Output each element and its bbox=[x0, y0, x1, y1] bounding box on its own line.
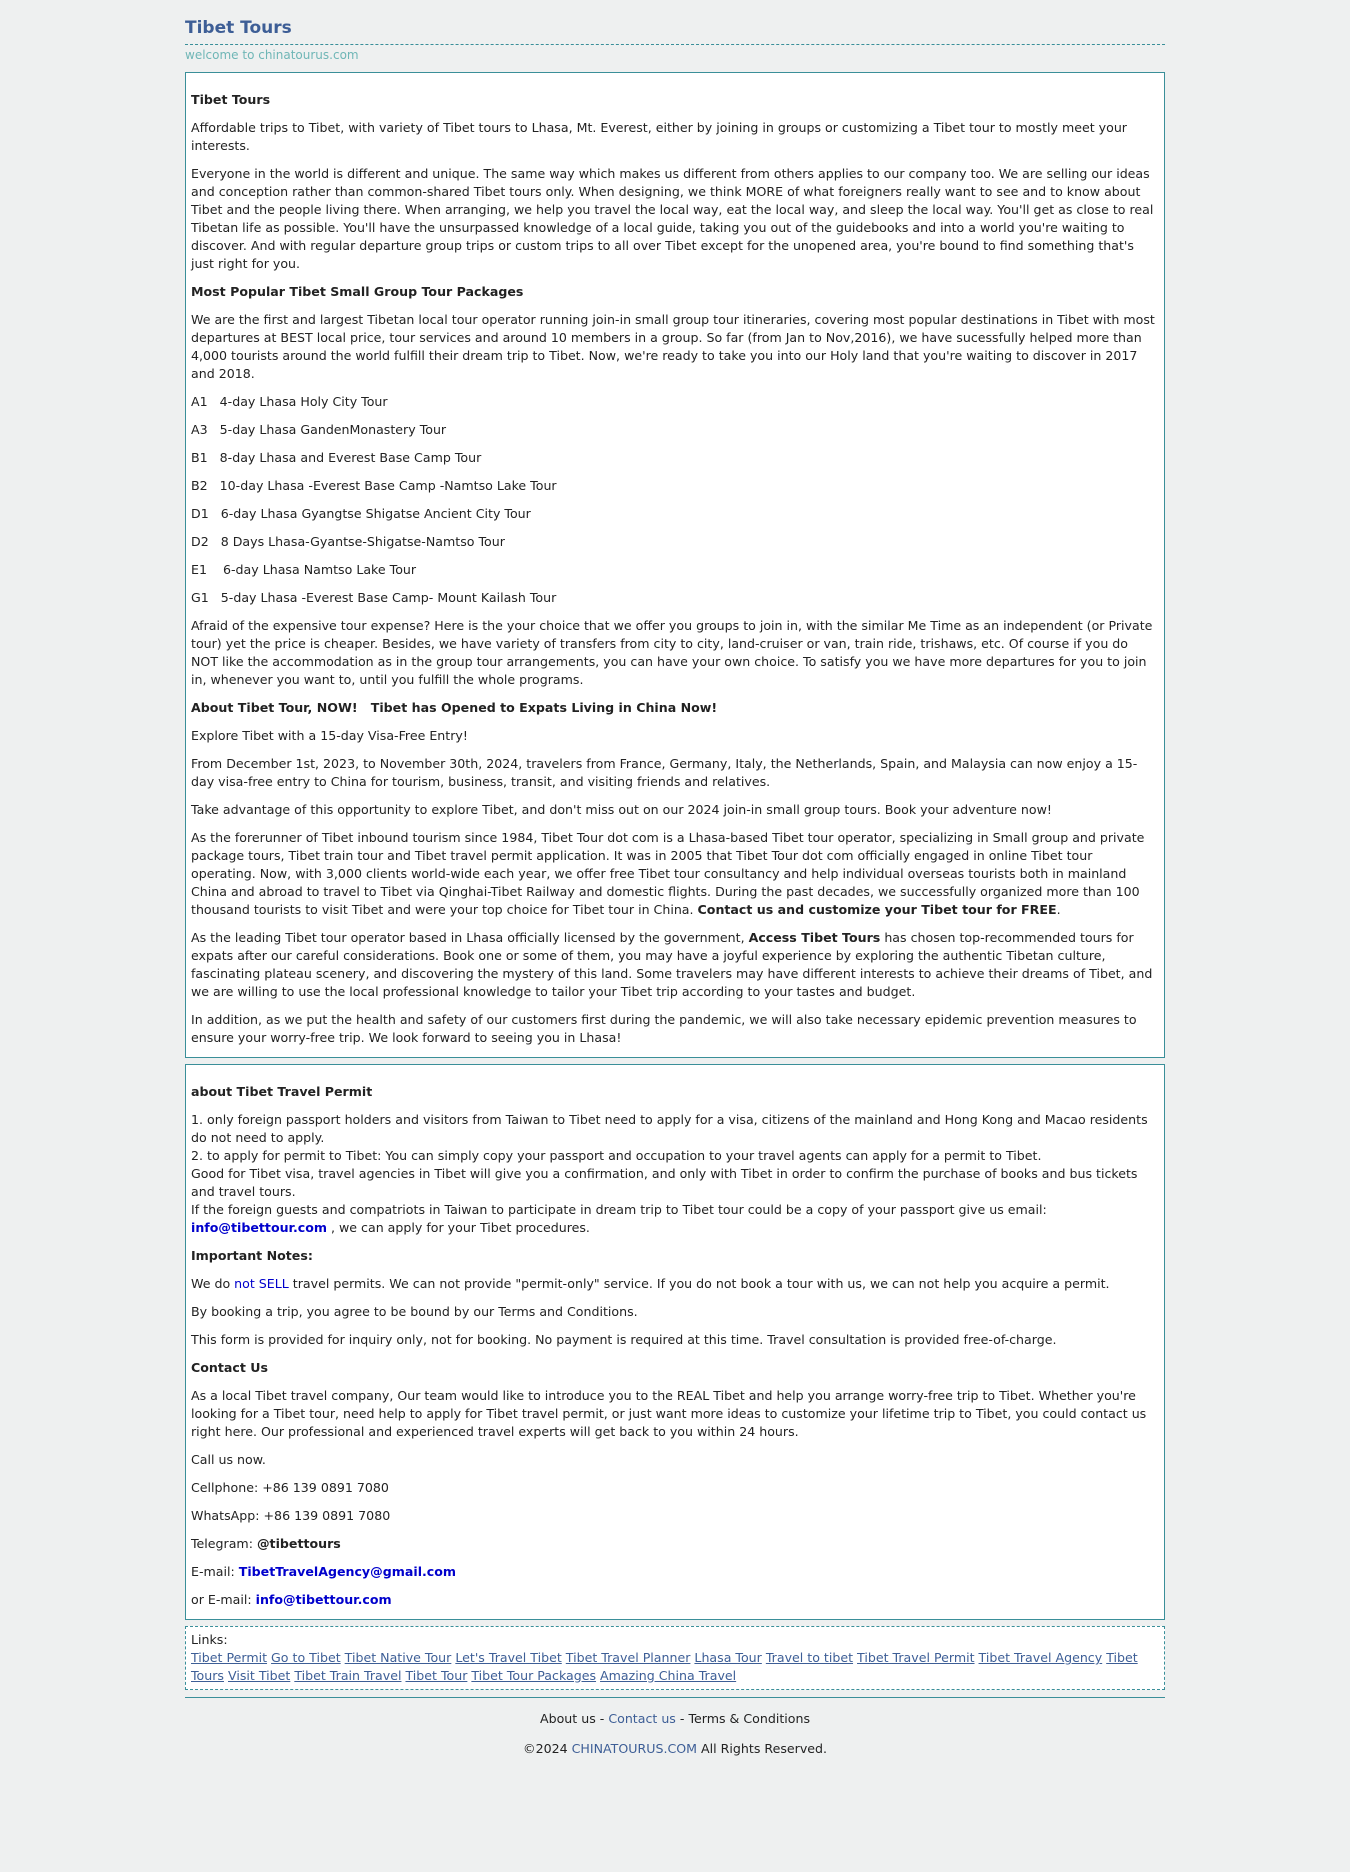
permit-line-4-pre: If the foreign guests and compatriots in Taiwan to participate in dream trip to Tibet tour could be a copy of your passport give us email: bbox=[191, 1202, 1047, 1217]
leading-post: has chosen top-recommended tours for expats after our careful considerations. Book one or some of them, you may have a joyful experience by exploring the authentic Tibetan culture, fascinating plateau scenery, and discovering the mystery of this land. Some travelers may have different interests to achieve their dreams of Tibet, and we are willing to use the local professional knowledge to tailor your Tibet trip according to your tastes and budget. bbox=[191, 930, 1153, 999]
footer-nav bbox=[185, 1710, 1165, 1728]
forerunner-text: As the forerunner of Tibet inbound tourism since 1984, Tibet Tour dot com is a Lhasa-based Tibet tour operator, specializing in Small group and private package tours, Tibet train tour and Tibet travel permit application. It was in 2005 that Tibet Tour dot com officially engaged in online Tibet tour operating. Now, with 3,000 clients world-wide each year, we offer free Tibet tour consultancy and help individual overseas tourists both in mainland China and abroad to travel to Tibet via Qinghai-Tibet Railway and domestic flights. During the past decades, we successfully organized more than 100 thousand tourists to visit Tibet and were your top choice for Tibet tour in China. bbox=[191, 830, 1145, 917]
footer-separator: - bbox=[675, 1711, 689, 1726]
main-content-box bbox=[185, 72, 1165, 1058]
notes-paragraph-2: By booking a trip, you agree to be bound by our Terms and Conditions. bbox=[191, 1304, 638, 1319]
telegram-handle: @tibettours bbox=[256, 1536, 341, 1551]
popular-paragraph: We are the first and largest Tibetan local tour operator running join-in small group tour itineraries, covering most popular destinations in Tibet with most departures at BEST local price, tour services and around 10 members in a group. So far (from Jan to Nov,2016), we have sucessfully helped more than 4,000 tourists around the world fulfill their dream trip to Tibet. Now, we're ready to take you into our Holy land that you're waiting to discover in 2017 and 2018. bbox=[191, 312, 1155, 381]
header-divider bbox=[185, 44, 1165, 45]
copyright bbox=[185, 1740, 1165, 1758]
whatsapp: WhatsApp: +86 139 0891 7080 bbox=[191, 1508, 391, 1523]
gmail-email-link[interactable]: TibetTravelAgency@gmail.com bbox=[238, 1564, 457, 1579]
permit-line-3: Good for Tibet visa, travel agencies in Tibet will give you a confirmation, and only with Tibet in order to confirm the purchase of books and bus tickets and travel tours. bbox=[191, 1166, 1138, 1199]
telegram bbox=[191, 1535, 1159, 1553]
tibettour-email-link[interactable]: info@tibettour.com bbox=[255, 1592, 392, 1607]
cellphone: Cellphone: +86 139 0891 7080 bbox=[191, 1480, 389, 1495]
link-item[interactable]: Tibet Travel Planner bbox=[565, 1650, 691, 1665]
in-addition-paragraph: In addition, as we put the health and safety of our customers first during the pandemic, we will also take necessary epidemic prevention measures to ensure your worry-free trip. We look forward to seeing you in Lhasa! bbox=[191, 1012, 1137, 1045]
footer bbox=[185, 1710, 1165, 1758]
email-line-2 bbox=[191, 1591, 1159, 1609]
footer-divider bbox=[185, 1697, 1165, 1698]
link-item[interactable]: Tibet Tour Packages bbox=[471, 1668, 597, 1683]
link-item[interactable]: Tibet Train Travel bbox=[294, 1668, 402, 1683]
tour-item: B1 8-day Lhasa and Everest Base Camp Tour bbox=[191, 450, 482, 465]
link-item[interactable]: Let's Travel Tibet bbox=[455, 1650, 562, 1665]
link-item[interactable]: Tibet Permit bbox=[191, 1650, 268, 1665]
telegram-label: Telegram: bbox=[191, 1536, 257, 1551]
link-item[interactable]: Tibet Tour bbox=[405, 1668, 468, 1683]
tour-item: A3 5-day Lhasa GandenMonastery Tour bbox=[191, 422, 447, 437]
permit-line-4-post: , we can apply for your Tibet procedures. bbox=[327, 1220, 590, 1235]
about-company-paragraph: Everyone in the world is different and unique. The same way which makes us different from others applies to our company too. We are selling our ideas and conception rather than common-shared Tibet tours only. When designing, we think MORE of what foreigners really want to see and to know about Tibet and the people living there. When arranging, we help you travel the local way, eat the local way, and sleep the local way. You'll get as close to real Tibetan life as possible. You'll have the unsurpassed knowledge of a local guide, taking you out of the guidebooks and into a world you're waiting to discover. And with regular departure group trips or custom trips to all over Tibet except for the unopened area, you're bound to find something that's just right for you. bbox=[191, 166, 1154, 271]
permit-line-4 bbox=[191, 1201, 1159, 1237]
email-2-label: or E-mail: bbox=[191, 1592, 256, 1607]
links-label: Links: bbox=[191, 1632, 228, 1647]
tour-item: E1 6-day Lhasa Namtso Lake Tour bbox=[191, 562, 417, 577]
link-item[interactable]: Tibet Native Tour bbox=[344, 1650, 452, 1665]
site-title[interactable]: Tibet Tours bbox=[185, 18, 292, 38]
welcome-text: welcome to chinatourus.com bbox=[185, 48, 359, 62]
important-notes-heading: Important Notes: bbox=[191, 1248, 313, 1263]
contact-us-link[interactable]: Contact us bbox=[608, 1711, 676, 1726]
leading-pre: As the leading Tibet tour operator based in Lhasa officially licensed by the government, bbox=[191, 930, 749, 945]
permit-info bbox=[191, 1111, 1159, 1237]
about-tour-heading: About Tibet Tour, NOW! Tibet has Opened to Expats Living in China Now! bbox=[191, 700, 718, 715]
tour-item: B2 10-day Lhasa -Everest Base Camp -Namtso Lake Tour bbox=[191, 478, 557, 493]
popular-heading: Most Popular Tibet Small Group Tour Packages bbox=[191, 284, 524, 299]
access-tibet-tours: Access Tibet Tours bbox=[748, 930, 881, 945]
permit-line-2: 2. to apply for permit to Tibet: You can simply copy your passport and occupation to your travel agents can apply for a permit to Tibet. bbox=[191, 1148, 1042, 1163]
page-wrapper bbox=[185, 0, 1165, 1758]
link-item[interactable]: Amazing China Travel bbox=[600, 1668, 737, 1683]
tour-item: D1 6-day Lhasa Gyangtse Shigatse Ancient City Tour bbox=[191, 506, 531, 521]
link-item[interactable]: Lhasa Tour bbox=[694, 1650, 762, 1665]
links-box bbox=[185, 1626, 1165, 1690]
main-heading: Tibet Tours bbox=[191, 92, 271, 107]
permit-line-1: 1. only foreign passport holders and visitors from Taiwan to Tibet need to apply for a visa, citizens of the mainland and Hong Kong and Macao residents do not need to apply. bbox=[191, 1112, 1148, 1145]
link-item[interactable]: Visit Tibet bbox=[227, 1668, 291, 1683]
afraid-paragraph: Afraid of the expensive tour expense? Here is the your choice that we offer you groups to join in, with the similar Me Time as an independent (or Private tour) yet the price is cheaper. Besides, we have variety of transfers from city to city, land-cruiser or van, train ride, trishaws, etc. Of course if you do NOT like the accommodation as in the group tour arrangements, you can have your own choice. To satisfy you we have more departures for you to join in, whenever you want to, until you fulfill the whole programs. bbox=[191, 618, 1153, 687]
forerunner-end: . bbox=[1056, 902, 1061, 917]
forerunner-paragraph bbox=[191, 829, 1159, 919]
tour-item: G1 5-day Lhasa -Everest Base Camp- Mount Kailash Tour bbox=[191, 590, 557, 605]
notes-paragraph-3: This form is provided for inquiry only, not for booking. No payment is required at this time. Travel consultation is provided free-of-charge. bbox=[191, 1332, 1057, 1347]
link-item[interactable]: Go to Tibet bbox=[271, 1650, 341, 1665]
tour-item: A1 4-day Lhasa Holy City Tour bbox=[191, 394, 388, 409]
chinatourus-link[interactable]: CHINATOURUS.COM bbox=[571, 1741, 698, 1756]
permit-heading: about Tibet Travel Permit bbox=[191, 1084, 373, 1099]
copyright-pre: ©2024 bbox=[522, 1741, 572, 1756]
notes-paragraph-1 bbox=[191, 1275, 1159, 1293]
notes-1-post: travel permits. We can not provide "permit-only" service. If you do not book a tour with us, we can not help you acquire a permit. bbox=[288, 1276, 1110, 1291]
link-item[interactable]: Tibet Travel Permit bbox=[857, 1650, 975, 1665]
link-item[interactable]: Travel to tibet bbox=[765, 1650, 854, 1665]
intro-paragraph: Affordable trips to Tibet, with variety of Tibet tours to Lhasa, Mt. Everest, either by joining in groups or customizing a Tibet tour to mostly meet your interests. bbox=[191, 120, 1127, 153]
terms-text: Terms & Conditions bbox=[688, 1711, 811, 1726]
explore-line: Explore Tibet with a 15-day Visa-Free Entry! bbox=[191, 728, 468, 743]
footer-separator: - bbox=[595, 1711, 609, 1726]
links-list bbox=[191, 1649, 1159, 1685]
link-item[interactable]: Tibet Travel Agency bbox=[978, 1650, 1103, 1665]
call-now: Call us now. bbox=[191, 1452, 266, 1467]
contact-heading: Contact Us bbox=[191, 1360, 268, 1375]
copyright-post: All Rights Reserved. bbox=[697, 1741, 828, 1756]
customize-cta: Contact us and customize your Tibet tour for FREE bbox=[697, 902, 1057, 917]
leading-operator-paragraph bbox=[191, 929, 1159, 1001]
about-us-text: About us bbox=[539, 1711, 596, 1726]
email-line bbox=[191, 1563, 1159, 1581]
contact-paragraph: As a local Tibet travel company, Our team would like to introduce you to the REAL Tibet and help you arrange worry-free trip to Tibet. Whether you're looking for a Tibet tour, need help to apply for Tibet travel permit, or just want more ideas to customize your lifetime trip to Tibet, you could contact us right here. Our professional and experienced travel experts will get back to you within 24 hours. bbox=[191, 1388, 1147, 1439]
take-advantage-paragraph: Take advantage of this opportunity to explore Tibet, and don't miss out on our 2024 join-in small group tours. Book your adventure now! bbox=[191, 802, 1052, 817]
tour-item: D2 8 Days Lhasa-Gyantse-Shigatse-Namtso Tour bbox=[191, 534, 505, 549]
link-item[interactable]: Tibet Tours bbox=[191, 1650, 1138, 1683]
not-sell-link[interactable]: not SELL bbox=[234, 1276, 289, 1291]
notes-1-pre: We do bbox=[191, 1276, 235, 1291]
permit-email-link[interactable]: info@tibettour.com bbox=[191, 1220, 327, 1235]
permit-content-box bbox=[185, 1064, 1165, 1620]
email-label: E-mail: bbox=[191, 1564, 239, 1579]
visa-free-paragraph: From December 1st, 2023, to November 30th, 2024, travelers from France, Germany, Italy, the Netherlands, Spain, and Malaysia can now enjoy a 15-day visa-free entry to China for tourism, business, transit, and visiting friends and relatives. bbox=[191, 756, 1138, 789]
